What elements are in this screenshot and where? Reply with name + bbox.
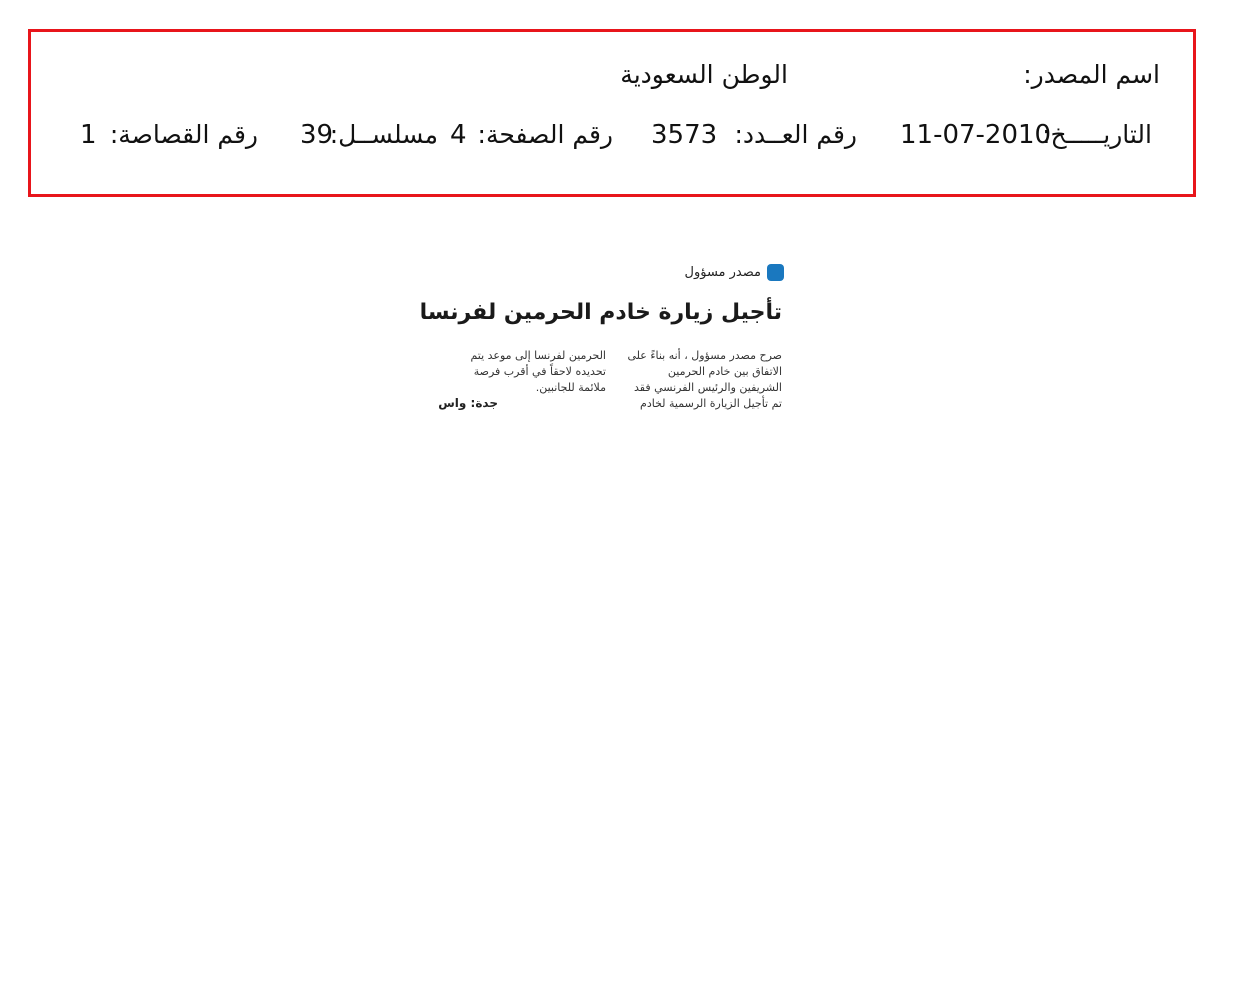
- issue-label: رقم العــدد:: [734, 120, 857, 149]
- kicker-text: مصدر مسؤول: [684, 265, 761, 280]
- article-column-right: صرح مصدر مسؤول ، أنه بناءً على الاتفاق بين خادم الحرمين الشريفين والرئيس الفرنسي فقد تم تأجيل الزيارة الرسمية لخادم: [627, 349, 782, 410]
- page-label: رقم الصفحة:: [477, 120, 613, 149]
- page-value: 4: [450, 120, 467, 150]
- metadata-frame: [28, 29, 1196, 197]
- news-clipping: [419, 252, 790, 428]
- serial-value: 39: [300, 120, 334, 150]
- article-column-left: الحرمين لفرنسا إلى موعد يتم تحديده لاحقاً في أقرب فرصة ملائمة للجانبين.: [470, 349, 606, 394]
- square-bullet-icon: [767, 264, 784, 281]
- date-label: التاريـــــخ:: [1042, 120, 1152, 149]
- clip-number-value: 1: [80, 120, 97, 150]
- serial-label: مسلســل:: [329, 120, 438, 149]
- byline: جدة: واس: [438, 396, 498, 410]
- source-value: الوطن السعودية: [620, 60, 788, 89]
- source-label: اسم المصدر:: [1023, 60, 1160, 89]
- clip-number-label: رقم القصاصة:: [109, 120, 258, 149]
- headline: تأجيل زيارة خادم الحرمين لفرنسا: [419, 300, 782, 325]
- kicker: [685, 264, 784, 281]
- issue-value: 3573: [651, 120, 718, 150]
- date-value: 11-07-2010: [900, 120, 1052, 150]
